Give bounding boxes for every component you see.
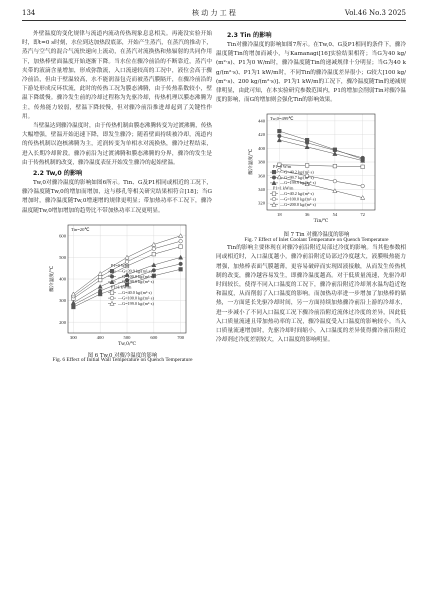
data-point bbox=[272, 171, 276, 175]
figure-7-caption-en: Fig. 7 Effect of Inlet Coolant Temperature on Quench Temperature bbox=[244, 236, 389, 243]
data-point bbox=[152, 263, 156, 267]
section-heading: 2.2 Tw,0 的影响 bbox=[33, 170, 83, 178]
data-point bbox=[179, 239, 183, 243]
left-column bbox=[22, 30, 212, 365]
data-point bbox=[278, 135, 282, 139]
figure-6-caption-en: Fig. 6 Effect of Initial Wall Temperature on Quench Temperature bbox=[52, 357, 193, 364]
legend-entry: —G=199.0 kg/(m²·s) bbox=[118, 300, 154, 306]
paragraph: 当壁温达到骤冷温度时，由于传热机制由膜态沸腾转变为过渡沸腾，传热大幅增强，壁温开始迅速下降，即发生骤冷；随着壁面持续被冷却，流道内的传热机制以泡核沸腾为主，近润转变为单相水对流换热，骤冷过程结束，进入长期冷却阶段。骤冷前沿为过渡沸腾和膜态沸腾的分界，骤冷的发生是由于传热机制的改变，骤冷温度表征开始发生骤冷的起始壁温。 bbox=[22, 123, 213, 166]
running-header bbox=[22, 7, 406, 19]
legend-entry: P1=1 kW/m bbox=[111, 284, 132, 290]
data-point bbox=[152, 247, 156, 251]
legend-entry: —G=199.9 kg/(m²·s) bbox=[280, 180, 316, 186]
y-tick-label: 600 bbox=[59, 233, 66, 239]
data-point bbox=[305, 164, 309, 168]
figure-6 bbox=[42, 219, 192, 351]
series-line bbox=[279, 132, 362, 160]
data-point bbox=[110, 269, 114, 273]
legend-entry: —G=100.0 kg/(m²·s) bbox=[280, 196, 316, 202]
data-point bbox=[272, 192, 276, 196]
journal-title: 核 动 力 工 程 bbox=[192, 9, 236, 17]
legend-entry: P1=0 W/m bbox=[111, 262, 130, 268]
y-tick-label: 400 bbox=[258, 146, 265, 152]
legend-entry: P1=1 kW/m bbox=[273, 186, 294, 192]
section-heading: 2.3 Tin 的影响 bbox=[227, 32, 272, 39]
x-tick-label: 54 bbox=[332, 212, 338, 218]
paragraph: 外壁温度的变化规律与流道内流动传热现象息息相关。再淹没实验开始时，即t=0 s时刻，水位到达加热段底部，开始产生蒸汽，在蒸汽的推动下，蒸汽与空气的混合气流快速向上流动，在蒸汽对流换热和热辐射的共同作用下，加热棒壁面温度开始逐渐下降。当水位在骤冷前沿的不断靠近，蒸汽中夹带的液滴含量增加，形成弥散流，入口流速较高的工况中，液位会高于骤冷前沿，但由于壁温较高，水不能润湿包壳而被蒸汽膜隔开，在骤冷前沿的下游处形成反环状流，此时的传热工况为膜态沸腾，由于传热系数较小，壁温下降缓慢。骤冷发生前的冷却过程称为先驱冷却，传热机理以膜态沸腾为主，传热能力较弱，壁温下降较慢，但对骤冷前沿推进却起到了关键性作用。 bbox=[22, 31, 212, 120]
legend-entry: —G=40.0 kg/(m²·s) bbox=[118, 289, 152, 295]
chart-annotation: Tin=20℃ bbox=[71, 226, 90, 232]
y-axis-label: 骤冷温度/℃ bbox=[249, 149, 254, 176]
data-point bbox=[110, 275, 114, 279]
data-point bbox=[152, 242, 156, 246]
x-tick-label: 500 bbox=[123, 334, 131, 340]
legend-entry: —G=99.7 kg/(m²·s) bbox=[280, 175, 314, 181]
y-tick-label: 400 bbox=[59, 276, 66, 282]
data-point bbox=[98, 289, 102, 293]
paragraph: Tin的影响主要体现在对骤冷前沿附近局部过冷度的影响。当其他参数相同或相近时，入口温度越小，骤冷前沿附近局部过冷度越大，液膜吸热能力增强，加热棒表面气膜越薄，更容易破碎而实现固液接触，从而发生传热机制的改变，骤冷越容易发生，即骤冷温度越高。对于低质量流速，先驱冷却时间较长，使得不同入口温度的工况下，骤冷前沿附近冷却剂水温均趋近饱和温度，从而削弱了入口温度的影响。而加热功率进一步增加了加热棒的储热，一方面延长先驱冷却时间，另一方面持续加热骤冷前沿上游的冷却水，进一步减小了不同入口温度工况下骤冷前沿附近流体过冷度的差异，因此低入口质量流速且带加热功率的工况，骤冷温度受入口温度的影响较小。当入口质量流速增加时，先驱冷却时间缩小，入口温度的差异使得骤冷前沿附近冷却剂过冷度差别较大，入口温度的影响明显。 bbox=[216, 245, 406, 344]
data-point bbox=[179, 245, 183, 249]
chart-annotation: Tw,0=499℃ bbox=[270, 116, 294, 122]
data-point bbox=[333, 165, 337, 169]
paragraph: Tin对骤冷温度的影响如图7所示。在Tw,0、G及P1相同的条件下，骤冷温度随Tin的增加而减小，与Kamanagi[16]实验结果相符；当G为40 kg/(m²·s)、P1为0 W/m时，骤冷温度随Tin的递减规律十分明显；当G为40 kg/(m²·s)、P1为1 kW/m时，不同Tin的骤冷温度差异很小；G较大[100 kg/(m²·s)、200 kg/(m²·s)]、P1为1 kW/m的工况下，骤冷温度随Tin的递减规律明显，由此可知，在本实验研究参数范围内，P1的增加会削弱Tin对骤冷温度的影响，而G的增加则会强化Tin的影响效果。 bbox=[216, 42, 406, 104]
data-point bbox=[98, 271, 102, 275]
data-point bbox=[179, 267, 183, 271]
x-tick-label: 400 bbox=[96, 334, 104, 340]
legend-entry: P1=0 W/m bbox=[273, 164, 292, 170]
x-tick-label: 600 bbox=[150, 334, 158, 340]
y-tick-label: 440 bbox=[258, 118, 265, 124]
data-point bbox=[110, 291, 114, 295]
y-tick-label: 380 bbox=[258, 160, 265, 166]
y-tick-label: 320 bbox=[258, 201, 265, 207]
data-point bbox=[152, 252, 156, 256]
series-line bbox=[279, 140, 362, 161]
figure-6-caption-zh: 图 6 Tw,0 对骤冷温度的影响 bbox=[87, 352, 158, 359]
legend bbox=[108, 263, 154, 306]
legend-entry: —G=199.0 kg/(m²·s) bbox=[118, 279, 154, 285]
data-point bbox=[71, 301, 75, 305]
y-tick-label: 340 bbox=[258, 187, 265, 193]
figure-6-chart bbox=[42, 219, 192, 351]
data-point bbox=[278, 130, 282, 134]
figure-7-chart bbox=[241, 108, 381, 230]
x-axis-label: Tw,0/℃ bbox=[117, 341, 137, 347]
data-series bbox=[277, 138, 365, 162]
legend bbox=[270, 164, 316, 207]
data-point bbox=[179, 262, 183, 266]
y-tick-label: 200 bbox=[59, 319, 66, 325]
figure-7 bbox=[241, 108, 381, 230]
data-point bbox=[333, 180, 337, 184]
y-tick-label: 420 bbox=[258, 132, 265, 138]
data-point bbox=[98, 284, 102, 288]
data-point bbox=[152, 268, 156, 272]
header-rule bbox=[22, 20, 406, 21]
x-tick-label: 36 bbox=[304, 212, 310, 218]
page-number: 134 bbox=[22, 9, 36, 17]
y-tick-label: 300 bbox=[59, 298, 66, 304]
right-column bbox=[216, 30, 406, 345]
legend-entry: —G=40.2 kg/(m²·s) bbox=[280, 169, 314, 175]
legend-entry: —G=40.2 kg/(m²·s) bbox=[280, 191, 314, 197]
x-tick-label: 300 bbox=[69, 334, 77, 340]
data-point bbox=[272, 176, 276, 180]
y-axis-label: 骤冷温度/℃ bbox=[50, 265, 55, 292]
data-point bbox=[361, 165, 365, 169]
data-series bbox=[278, 135, 365, 161]
legend-entry: —G=100.0 kg/(m²·s) bbox=[118, 273, 154, 279]
legend-entry: —G=39.9 kg/(m²·s) bbox=[118, 268, 152, 274]
series-line bbox=[279, 165, 362, 167]
x-axis-label: Tin/℃ bbox=[313, 219, 329, 225]
data-series bbox=[278, 130, 365, 162]
volume-info: Vol.46 No.3 2025 bbox=[344, 9, 406, 17]
data-point bbox=[305, 141, 309, 145]
legend-entry: —G=200.0 kg/(m²·s) bbox=[280, 202, 316, 208]
y-tick-label: 500 bbox=[59, 254, 66, 260]
figure-7-caption-zh: 图 7 Tin 对骤冷温度的影响 bbox=[283, 232, 350, 239]
y-tick-label: 360 bbox=[258, 173, 265, 179]
x-tick-label: 700 bbox=[177, 334, 185, 340]
x-tick-label: 18 bbox=[277, 212, 282, 218]
x-tick-label: 72 bbox=[360, 212, 365, 218]
data-point bbox=[71, 292, 75, 296]
data-point bbox=[361, 185, 365, 189]
data-point bbox=[110, 296, 114, 300]
paragraph: Tw,0对骤冷温度的影响如图6所示。Tin、G及P1相同或相近的工况下，骤冷温度随Tw,0的增加而增加，这与移孔等相关研究结果相符合[18]；当G增加时，骤冷温度随Tw,0增速增的规律更明显；带加热功率不工况下，骤冷温度随Tw,0增加增加的趋势比不带加热功率工况更明显。 bbox=[22, 180, 212, 214]
data-point bbox=[272, 198, 276, 202]
data-point bbox=[277, 138, 281, 142]
series-line bbox=[279, 136, 362, 158]
legend-entry: —G=100.0 kg/(m²·s) bbox=[118, 295, 154, 301]
